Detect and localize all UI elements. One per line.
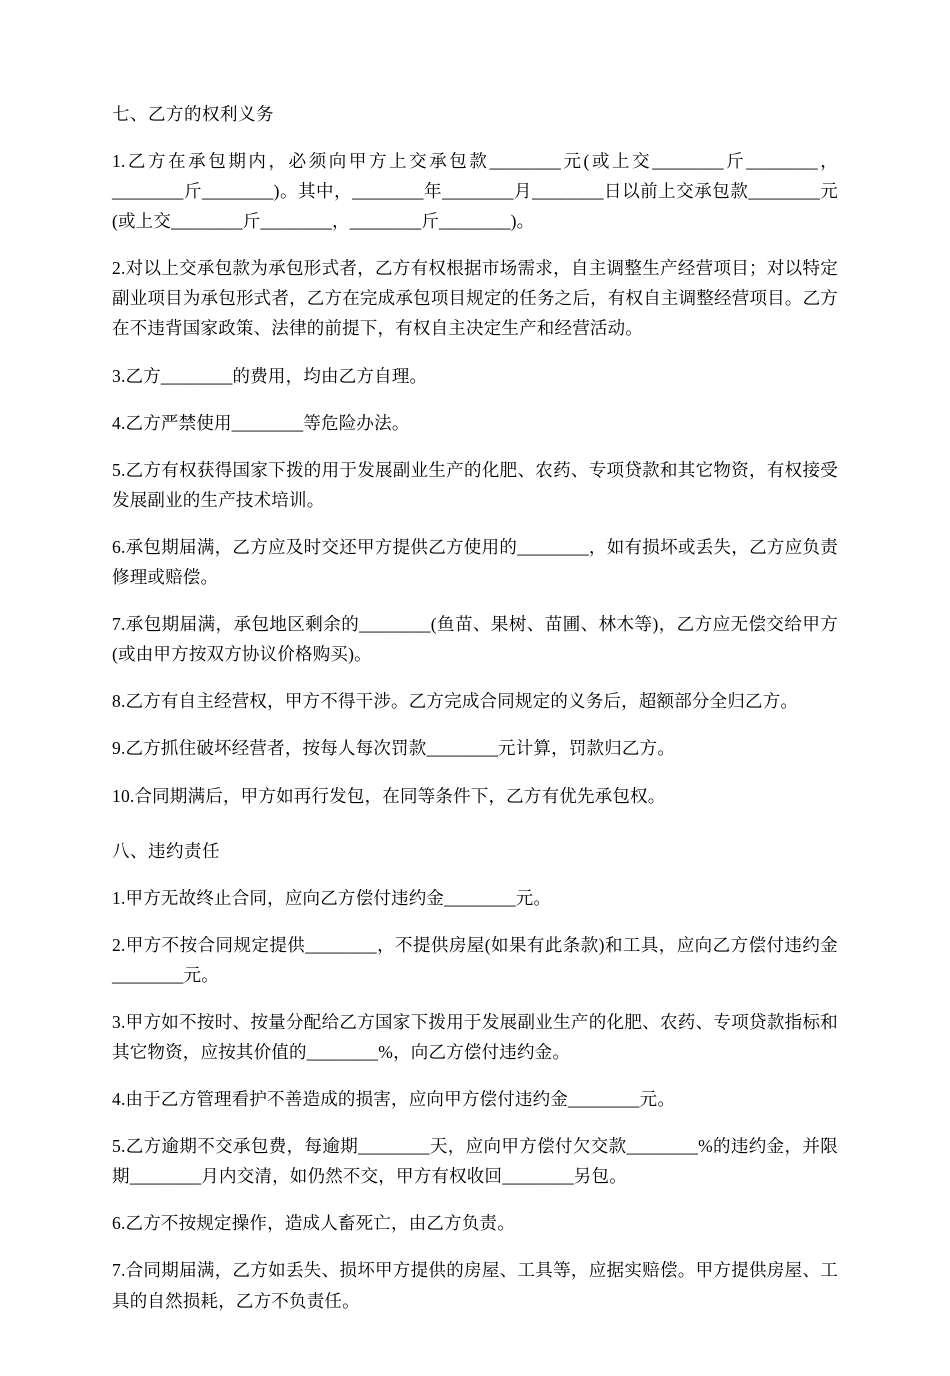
paragraph-7-9: 9.乙方抓住破坏经营者，按每人每次罚款________元计算，罚款归乙方。 — [112, 738, 676, 759]
paragraph-8-3: 3.甲方如不按时、按量分配给乙方国家下拨用于发展副业生产的化肥、农药、专项贷款指标和其它物资，应按其价值的________%，向乙方偿付违约金。 — [112, 1011, 838, 1062]
paragraph-8-6: 6.乙方不按规定操作，造成人畜死亡，由乙方负责。 — [112, 1213, 515, 1234]
paragraph-7-10: 10.合同期满后，甲方如再行发包，在同等条件下，乙方有优先承包权。 — [112, 785, 666, 806]
paragraph-8-4: 4.由于乙方管理看护不善造成的损害，应向甲方偿付违约金________元。 — [112, 1089, 676, 1110]
paragraph-7-5: 5.乙方有权获得国家下拨的用于发展副业生产的化肥、农药、专项贷款和其它物资，有权接受发展副业的生产技术培训。 — [112, 459, 838, 510]
paragraph-7-2: 2.对以上交承包款为承包形式者，乙方有权根据市场需求，自主调整生产经营项目；对以特定副业项目为承包形式者，乙方在完成承包项目规定的任务之后，有权自主调整经营项目。乙方在不违背国家政策、法律的前提下，有权自主决定生产和经营活动。 — [112, 258, 838, 339]
section-breach-liability — [112, 837, 838, 1316]
section-heading-eight: 八、违约责任 — [112, 840, 220, 861]
paragraph-8-7: 7.合同期届满，乙方如丢失、损坏甲方提供的房屋、工具等，应据实赔偿。甲方提供房屋、工具的自然损耗，乙方不负责任。 — [112, 1260, 838, 1311]
paragraph-7-8: 8.乙方有自主经营权，甲方不得干涉。乙方完成合同规定的义务后，超额部分全归乙方。 — [112, 691, 799, 712]
paragraph-7-6: 6.承包期届满，乙方应及时交还甲方提供乙方使用的________，如有损坏或丢失，乙方应负责修理或赔偿。 — [112, 536, 838, 588]
paragraph-8-5: 5.乙方逾期不交承包费，每逾期________天，应向甲方偿付欠交款________%的违约金，并限期________月内交清，如仍然不交，甲方有权收回________另包。 — [112, 1136, 838, 1187]
section-heading-seven: 七、乙方的权利义务 — [112, 104, 274, 124]
paragraph-7-4: 4.乙方严禁使用________等危险办法。 — [112, 412, 410, 433]
paragraph-7-1: 1.乙方在承包期内，必须向甲方上交承包款________元(或上交________斤________，________斤________)。其中，________年________月________日以前上交承包款________元(或上交________斤________，________斤________)。 — [112, 151, 838, 232]
section-rights-obligations — [112, 100, 838, 811]
paragraph-8-1: 1.甲方无故终止合同，应向乙方偿付违约金________元。 — [112, 887, 552, 908]
paragraph-7-3: 3.乙方________的费用，均由乙方自理。 — [112, 365, 428, 386]
paragraph-7-7: 7.承包期届满，承包地区剩余的________(鱼苗、果树、苗圃、林木等)，乙方应无偿交给甲方(或由甲方按双方协议价格购买)。 — [112, 614, 838, 665]
paragraph-8-2: 2.甲方不按合同规定提供________，不提供房屋(如果有此条款)和工具，应向乙方偿付违约金________元。 — [112, 934, 838, 985]
